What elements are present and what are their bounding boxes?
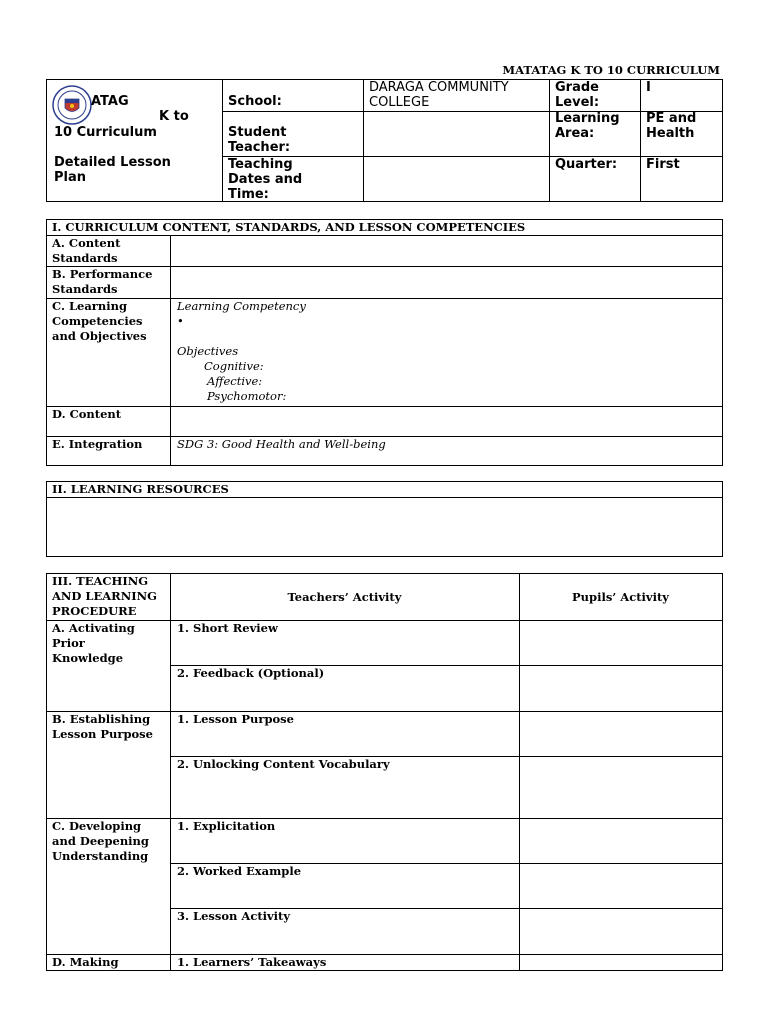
- grade-label-line2: Level:: [555, 95, 600, 110]
- student-teacher-label-line1: Student: [228, 125, 287, 140]
- school-label: School:: [228, 94, 282, 109]
- psychomotor-text: Psychomotor:: [207, 389, 287, 403]
- teaching-dates-label-line2: Dates and: [228, 172, 303, 187]
- plan-title-line3: Detailed Lesson: [54, 155, 171, 170]
- student-teacher-label-line2: Teacher:: [228, 140, 291, 155]
- content-label: D. Content: [52, 407, 122, 421]
- teaching-dates-label-line3: Time:: [228, 187, 269, 202]
- curriculum-header: MATATAG K TO 10 CURRICULUM: [502, 63, 720, 77]
- integration-label: E. Integration: [52, 437, 143, 451]
- establishing-label-line1: B. Establishing: [52, 712, 151, 726]
- performance-standards-label-line2: Standards: [52, 282, 118, 296]
- grade-label-line1: Grade: [555, 80, 599, 95]
- plan-title-line2: 10 Curriculum: [54, 125, 157, 140]
- developing-label-line3: Understanding: [52, 849, 149, 863]
- teaching-procedure-section: [46, 573, 723, 971]
- competency-bullet: •: [177, 314, 184, 328]
- procedure-title-line1: III. TEACHING: [52, 574, 149, 588]
- feedback-item: 2. Feedback (Optional): [177, 666, 325, 680]
- deped-seal-icon: [52, 85, 92, 125]
- lesson-info-table: [46, 79, 723, 202]
- establishing-label-line2: Lesson Purpose: [52, 727, 153, 741]
- developing-label-line2: and Deepening: [52, 834, 149, 848]
- worked-example-item: 2. Worked Example: [177, 864, 302, 878]
- section2-title: II. LEARNING RESOURCES: [52, 482, 229, 496]
- learning-area-value-line2: Health: [646, 126, 695, 141]
- short-review-item: 1. Short Review: [177, 621, 278, 635]
- learning-area-label-line1: Learning: [555, 111, 620, 126]
- explicitation-item: 1. Explicitation: [177, 819, 276, 833]
- procedure-title-line3: PROCEDURE: [52, 604, 137, 618]
- teaching-dates-label-line1: Teaching: [228, 157, 293, 172]
- section1-title: I. CURRICULUM CONTENT, STANDARDS, AND LESSON COMPETENCIES: [52, 220, 526, 234]
- activating-label-line3: Knowledge: [52, 651, 124, 665]
- learning-competencies-label-line1: C. Learning: [52, 299, 128, 313]
- plan-title-line1b: K to: [159, 109, 189, 124]
- performance-standards-label-line1: B. Performance: [52, 267, 153, 281]
- lesson-purpose-item: 1. Lesson Purpose: [177, 712, 294, 726]
- learning-area-value-line1: PE and: [646, 111, 697, 126]
- learning-area-label-line2: Area:: [555, 126, 595, 141]
- procedure-title-line2: AND LEARNING: [52, 589, 157, 603]
- plan-title-line1: ATAG: [91, 94, 129, 109]
- vocabulary-item: 2. Unlocking Content Vocabulary: [177, 757, 390, 771]
- learning-competencies-label-line2: Competencies: [52, 314, 143, 328]
- learning-competency-text: Learning Competency: [177, 299, 306, 313]
- affective-text: Affective:: [207, 374, 263, 388]
- objectives-text: Objectives: [177, 344, 239, 358]
- making-label-line1: D. Making: [52, 955, 119, 969]
- grade-value: I: [646, 80, 651, 95]
- lesson-activity-item: 3. Lesson Activity: [177, 909, 291, 923]
- content-standards-label-line2: Standards: [52, 251, 118, 265]
- quarter-value: First: [646, 157, 680, 172]
- learners-takeaways-item: 1. Learners’ Takeaways: [177, 955, 327, 969]
- activating-label-line1: A. Activating: [52, 621, 135, 635]
- cognitive-text: Cognitive:: [204, 359, 264, 373]
- teachers-activity-header: Teachers’ Activity: [287, 590, 402, 604]
- plan-title-line4: Plan: [54, 170, 87, 185]
- school-value-line1: DARAGA COMMUNITY: [369, 80, 509, 95]
- school-value-line2: COLLEGE: [369, 95, 430, 110]
- curriculum-content-section: [46, 219, 723, 466]
- quarter-label: Quarter:: [555, 157, 618, 172]
- learning-competencies-label-line3: and Objectives: [52, 329, 147, 343]
- content-standards-label-line1: A. Content: [52, 236, 121, 250]
- integration-text: SDG 3: Good Health and Well-being: [177, 437, 386, 451]
- activating-label-line2: Prior: [52, 636, 85, 650]
- developing-label-line1: C. Developing: [52, 819, 142, 833]
- pupils-activity-header: Pupils’ Activity: [572, 590, 669, 604]
- learning-resources-section: [46, 481, 723, 557]
